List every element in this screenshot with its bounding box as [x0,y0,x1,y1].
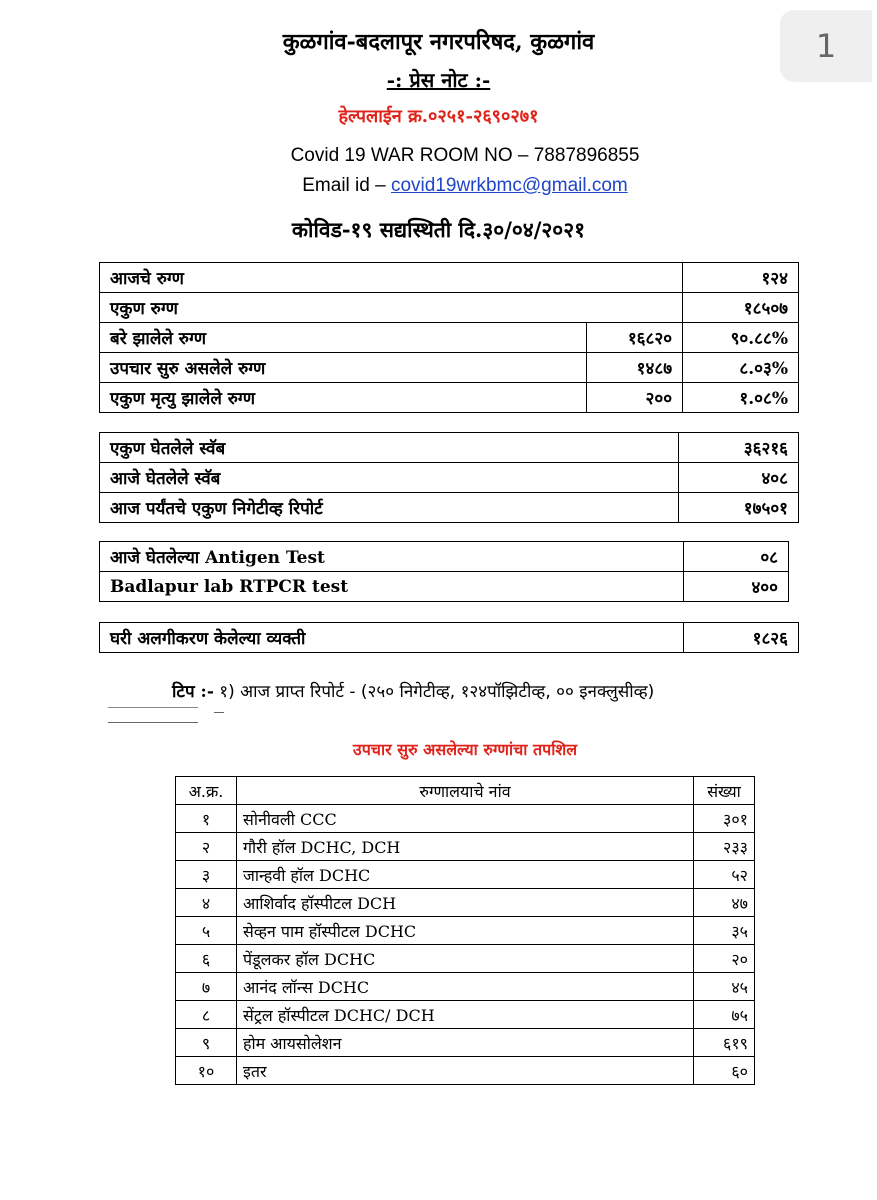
hospital-name-cell: जान्हवी हॉल DCHC [237,861,694,889]
column-header: संख्या [694,777,755,805]
count-cell: ४७ [694,889,755,917]
hospital-name-cell: सेंट्रल हॉस्पीटल DCHC/ DCH [237,1001,694,1029]
hospital-name-cell: आनंद लॉन्स DCHC [237,973,694,1001]
row-value: १२४ [683,263,799,293]
table-row [176,1001,755,1029]
table-row [100,353,799,383]
hospitals-table [175,776,755,1085]
row-label: आजे घेतलेल्या Antigen Test [100,542,684,572]
press-note-title: -: प्रेस नोट :- [386,68,491,92]
serial-cell: ३ [176,861,237,889]
row-label: एकुण मृत्यु झालेले रुग्ण [100,383,587,413]
email-prefix: Email id – [302,175,391,196]
hospital-name-cell: आशिर्वाद हॉस्पीटल DCH [237,889,694,917]
hospital-name-cell: इतर [237,1057,694,1085]
table-row [100,572,789,602]
row-value: १८५०७ [683,293,799,323]
isolation-table [99,622,799,653]
row-label: घरी अलगीकरण केलेल्या व्यक्ती [100,623,684,653]
table-row [100,542,789,572]
table-header-row [176,777,755,805]
tip-text: १) आज प्राप्त रिपोर्ट - (२५० निगेटीव्ह, १२४पॉझिटीव्ह, ०० इनक्लुसीव्ह) [213,682,655,702]
row-value: ८.०३% [683,353,799,383]
war-room-number: Covid 19 WAR ROOM NO – 7887896855 [290,145,640,166]
table-row [100,463,799,493]
serial-cell: २ [176,833,237,861]
status-title: कोविड-१९ सद्यस्थिती दि.३०/०४/२०२१ [291,217,586,242]
table-row [100,623,799,653]
table-row [176,1029,755,1057]
helpline: हेल्पलाईन क्र.०२५१-२६९०२७१ [338,106,539,127]
column-header: रुग्णालयाचे नांव [237,777,694,805]
row-value: १७५०१ [679,493,799,523]
row-label: एकुण रुग्ण [100,293,683,323]
email-link[interactable]: covid19wrkbmc@gmail.com [390,175,628,196]
count-cell: ६० [694,1057,755,1085]
table-row [176,833,755,861]
row-label: आजचे रुग्ण [100,263,683,293]
row-label: Badlapur lab RTPCR test [100,572,684,602]
row-value: ९०.८८% [683,323,799,353]
divider [108,707,198,730]
serial-cell: १ [176,805,237,833]
table-row [100,493,799,523]
serial-cell: १० [176,1057,237,1085]
row-count: १६८२० [587,323,683,353]
table-row [100,383,799,413]
table-row [100,433,799,463]
serial-cell: ७ [176,973,237,1001]
serial-cell: ९ [176,1029,237,1057]
serial-cell: ४ [176,889,237,917]
row-value: १.०८% [683,383,799,413]
divider [108,722,198,723]
table-row [176,805,755,833]
row-label: आज पर्यंतचे एकुण निगेटीव्ह रिपोर्ट [100,493,679,523]
count-cell: ४५ [694,973,755,1001]
hospitals-heading: उपचार सुरु असलेल्या रुग्णांचा तपशिल [352,740,578,759]
serial-cell: ८ [176,1001,237,1029]
count-cell: ३०१ [694,805,755,833]
row-label: एकुण घेतलेले स्वॅब [100,433,679,463]
count-cell: ५२ [694,861,755,889]
row-count: १४८७ [587,353,683,383]
tip-note [172,679,654,702]
row-label: आजे घेतलेले स्वॅब [100,463,679,493]
hospital-name-cell: गौरी हॉल DCHC, DCH [237,833,694,861]
table-row [176,889,755,917]
column-header: अ.क्र. [176,777,237,805]
table-row [100,293,799,323]
hospital-name-cell: पेंडूलकर हॉल DCHC [237,945,694,973]
tip-prefix: टिप :- [172,682,214,702]
row-value: ४०८ [679,463,799,493]
table-row [176,973,755,1001]
swabs-table [99,432,799,523]
patients-table [99,262,799,413]
count-cell: ७५ [694,1001,755,1029]
count-cell: ३५ [694,917,755,945]
row-value: १८२६ [684,623,799,653]
hospital-name-cell: सेव्हन पाम हॉस्पीटल DCHC [237,917,694,945]
table-row [176,945,755,973]
table-row [176,917,755,945]
table-row [176,861,755,889]
table-row [100,323,799,353]
count-cell: ६१९ [694,1029,755,1057]
row-count: २०० [587,383,683,413]
hospital-name-cell: होम आयसोलेशन [237,1029,694,1057]
serial-cell: ६ [176,945,237,973]
table-row [176,1057,755,1085]
table-row [100,263,799,293]
divider [214,712,224,713]
tests-table [99,541,789,602]
row-value: ३६२१६ [679,433,799,463]
count-cell: २० [694,945,755,973]
row-label: बरे झालेले रुग्ण [100,323,587,353]
email-line [0,175,877,197]
serial-cell: ५ [176,917,237,945]
row-label: उपचार सुरु असलेले रुग्ण [100,353,587,383]
org-title: कुळगांव-बदलापूर नगरपरिषद, कुळगांव [282,29,595,55]
hospital-name-cell: सोनीवली CCC [237,805,694,833]
count-cell: २३३ [694,833,755,861]
row-value: ०८ [684,542,789,572]
row-value: ४०० [684,572,789,602]
page-number-badge: 1 [780,10,872,82]
